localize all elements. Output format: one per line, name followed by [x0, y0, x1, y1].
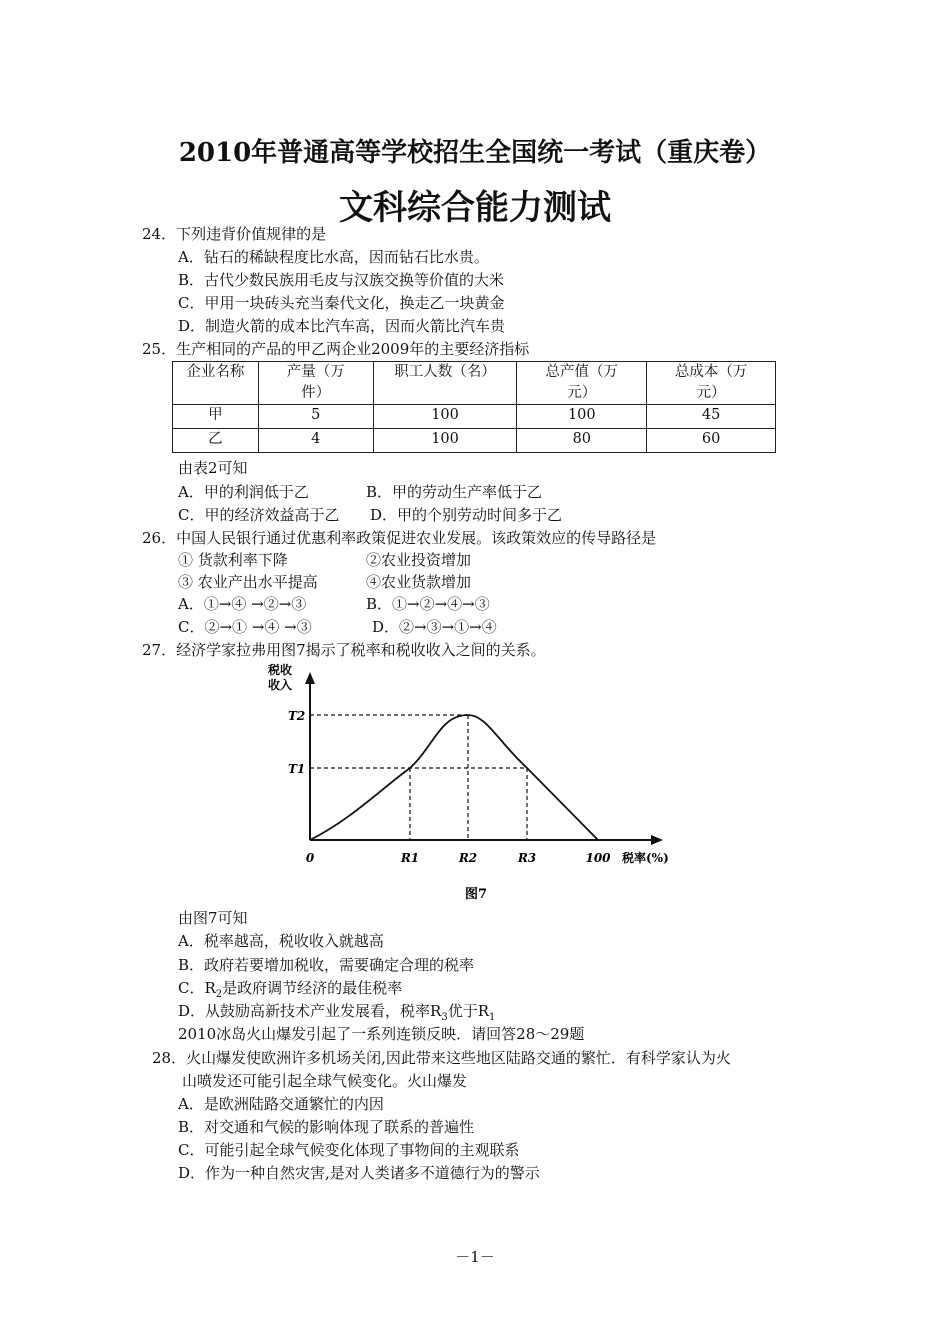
table-header-cell: 企业名称 [173, 362, 259, 405]
q26-item-3: ③ 农业产出水平提高 [178, 573, 318, 591]
q28-option-b: B．对交通和气候的影响体现了联系的普遍性 [178, 1118, 475, 1136]
table-cell: 100 [373, 405, 517, 429]
y-axis-label-line2: 收入 [268, 678, 293, 692]
q24-option-d: D．制造火箭的成本比汽车高，因而火箭比汽车贵 [178, 317, 506, 335]
q24-stem: 24．下列违背价值规律的是 [142, 225, 327, 243]
table-cell: 80 [517, 429, 647, 453]
laffer-curve-svg [262, 660, 692, 908]
q28-stem-line2: 山喷发还可能引起全球气候变化。火山爆发 [182, 1072, 468, 1090]
table-header-cell: 职工人数（名） [373, 362, 517, 405]
q27-option-c: C．$R_2$是政府调节经济的最佳税率 [178, 979, 403, 1000]
table-row [173, 405, 776, 429]
x-tick-label: R2 [458, 851, 478, 865]
q26-stem: 26．中国人民银行通过优惠利率政策促进农业发展。该政策效应的传导路径是 [142, 529, 657, 547]
y-tick-label: T2 [288, 709, 306, 723]
x-axis-arrow [651, 835, 663, 845]
q25-option-a: A．甲的利润低于乙 [178, 483, 309, 501]
q27-option-d: D．从鼓励高新技术产业发展看，税率$R_3$优于$R_1$ [178, 1002, 496, 1023]
q25-lead: 由表2可知 [178, 459, 248, 477]
y-axis-label-line1: 税收 [268, 663, 293, 677]
q26-item-2: ②农业投资增加 [366, 551, 472, 569]
x-tick-label: 100 [585, 851, 611, 865]
q24-option-a: A．钻石的稀缺程度比水高，因而钻石比水贵。 [178, 248, 489, 266]
table-cell: 乙 [173, 429, 259, 453]
table-cell: 60 [647, 429, 776, 453]
table-cell: 5 [258, 405, 373, 429]
page-number: －1－ [455, 1248, 495, 1266]
q28-option-d: D．作为一种自然灾害,是对人类诸多不道德行为的警示 [178, 1164, 540, 1182]
q28-stem-line1: 28．火山爆发使欧洲许多机场关闭,因此带来这些地区陆路交通的繁忙．有科学家认为火 [152, 1049, 731, 1067]
y-axis-arrow [305, 672, 315, 684]
q24-option-c: C．甲用一块砖头充当秦代文化，换走乙一块黄金 [178, 294, 505, 312]
table-header-cell: 总产值（万 元） [517, 362, 647, 405]
exam-title: 2010年普通高等学校招生全国统一考试（重庆卷） [178, 138, 772, 168]
table-cell: 甲 [173, 405, 259, 429]
q26-option-a: A．①→④ →②→③ [178, 595, 307, 613]
q27-stem: 27．经济学家拉弗用图7揭示了税率和税收收入之间的关系。 [142, 641, 546, 659]
table-cell: 45 [647, 405, 776, 429]
q26-option-d: D．②→③→①→④ [372, 618, 497, 636]
q25-option-c: C．甲的经济效益高于乙 [178, 506, 340, 524]
exam-subtitle: 文科综合能力测试 [339, 188, 611, 228]
q25-option-d: D．甲的个别劳动时间多于乙 [370, 506, 563, 524]
table-cell: 100 [373, 429, 517, 453]
table-header-cell: 产量（万 件） [258, 362, 373, 405]
x-axis-label: 税率(%) [622, 851, 669, 865]
q25-table [172, 361, 776, 453]
laffer-curve-chart [262, 660, 692, 908]
q27-option-b: B．政府若要增加税收，需要确定合理的税率 [178, 956, 475, 974]
q28-option-c: C．可能引起全球气候变化体现了事物间的主观联系 [178, 1141, 520, 1159]
q26-option-c: C．②→① →④ →③ [178, 618, 312, 636]
q24-option-b: B．古代少数民族用毛皮与汉族交换等价值的大米 [178, 271, 505, 289]
x-tick-label: R3 [517, 851, 537, 865]
table-cell: 4 [258, 429, 373, 453]
table-header-row [173, 362, 776, 405]
q26-item-1: ① 货款利率下降 [178, 551, 288, 569]
q27-lead: 由图7可知 [178, 909, 248, 927]
x-tick-label: 0 [305, 851, 315, 865]
q26-item-4: ④农业货款增加 [366, 573, 472, 591]
q28-option-a: A．是欧洲陆路交通繁忙的内因 [178, 1095, 384, 1113]
table-header-cell: 总成本（万 元） [647, 362, 776, 405]
table-row [173, 429, 776, 453]
table-cell: 100 [517, 405, 647, 429]
intro-28-29: 2010冰岛火山爆发引起了一系列连锁反映．请回答28～29题 [178, 1025, 585, 1043]
q26-option-b: B．①→②→④→③ [366, 595, 490, 613]
laffer-curve-line [310, 715, 598, 840]
x-tick-label: R1 [400, 851, 420, 865]
q25-option-b: B．甲的劳动生产率低于乙 [366, 483, 543, 501]
q27-option-a: A．税率越高，税收收入就越高 [178, 932, 384, 950]
figure-caption: 图7 [464, 887, 488, 902]
q25-stem: 25．生产相同的产品的甲乙两企业2009年的主要经济指标 [142, 340, 530, 358]
y-tick-label: T1 [288, 762, 306, 776]
